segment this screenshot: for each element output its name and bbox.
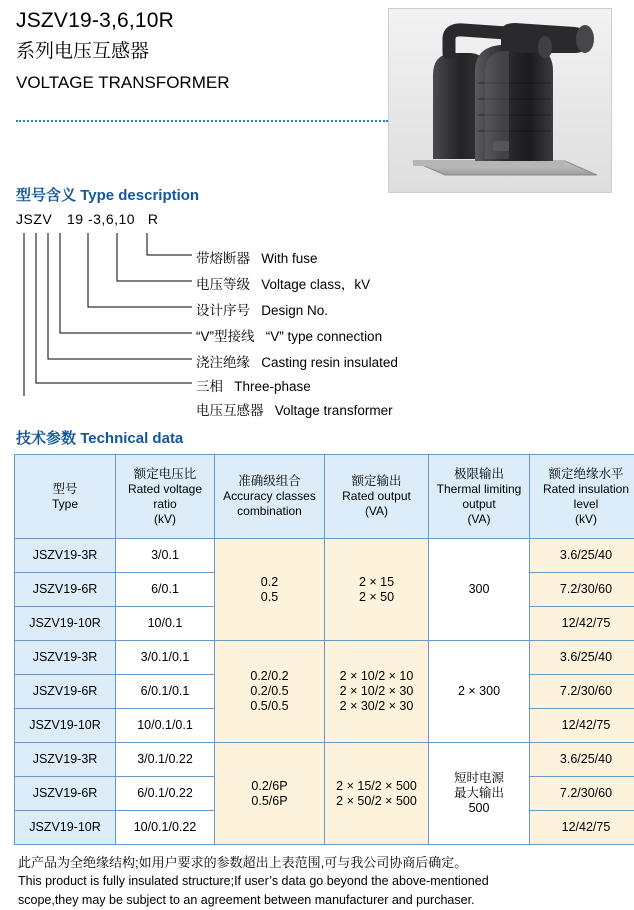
type-description-item-3-cn: “V”型接线 (196, 329, 255, 344)
cell-type: JSZV19-3R (15, 641, 116, 675)
cell-type: JSZV19-10R (15, 709, 116, 743)
section-heading-type-description-en: Type description (80, 187, 199, 204)
col-header-ratio-cn: 额定电压比 (117, 467, 213, 482)
type-code-part-2: -3,6,10 (88, 211, 135, 227)
page-title-series: 系列电压互感器 (16, 36, 396, 68)
type-description-item-4-cn: 浇注绝缘 (196, 355, 250, 370)
rated-output-value: 2 × 30/2 × 30 (326, 699, 427, 714)
cell-ratio: 6/0.1 (116, 573, 215, 607)
section-heading-technical-data-cn: 技术参数 (16, 430, 76, 447)
cell-accuracy-group (215, 641, 325, 743)
technical-data-table (14, 454, 634, 845)
col-header-rated-output-en: Rated output (326, 489, 427, 504)
cell-insulation: 12/42/75 (530, 811, 634, 845)
type-code-part-1: 19 (67, 211, 84, 227)
col-header-thermal-output (429, 455, 530, 539)
type-description-item-1-en: Voltage class，kV (261, 277, 370, 292)
type-description-item-3 (196, 325, 382, 345)
accuracy-value: 0.5 (216, 590, 323, 605)
cell-type: JSZV19-10R (15, 811, 116, 845)
col-header-thermal-output-cn: 极限输出 (430, 467, 528, 482)
col-header-ratio-en: Rated voltage ratio (117, 482, 213, 512)
cell-type: JSZV19-3R (15, 539, 116, 573)
cell-type: JSZV19-6R (15, 777, 116, 811)
cell-insulation: 7.2/30/60 (530, 573, 634, 607)
thermal-output-value: 300 (430, 582, 528, 597)
col-header-insulation-en: Rated insulation level (531, 482, 634, 512)
col-header-insulation (530, 455, 634, 539)
section-heading-technical-data (16, 427, 622, 448)
title-block (16, 6, 396, 98)
rated-output-value: 2 × 50 (326, 590, 427, 605)
cell-insulation: 3.6/25/40 (530, 539, 634, 573)
cell-ratio: 6/0.1/0.22 (116, 777, 215, 811)
col-header-type (15, 455, 116, 539)
col-header-ratio (116, 455, 215, 539)
cell-ratio: 3/0.1/0.22 (116, 743, 215, 777)
type-description-item-5 (196, 375, 311, 395)
accuracy-value: 0.2/6P (216, 779, 323, 794)
col-header-ratio-unit: (kV) (117, 512, 213, 527)
type-description-diagram (16, 211, 622, 401)
col-header-rated-output-cn: 额定输出 (326, 474, 427, 489)
cell-rated-output-group (325, 743, 429, 845)
rated-output-value: 2 × 10/2 × 10 (326, 669, 427, 684)
cell-type: JSZV19-6R (15, 573, 116, 607)
cell-ratio: 10/0.1/0.22 (116, 811, 215, 845)
footnote-cn: 此产品为全绝缘结构;如用户要求的参数超出上表范围,可与我公司协商后确定。 (18, 853, 618, 872)
page-header (12, 0, 622, 180)
cell-insulation: 12/42/75 (530, 607, 634, 641)
accuracy-value: 0.5/6P (216, 794, 323, 809)
col-header-accuracy (215, 455, 325, 539)
footnote-en-line2: scope,they may be subject to an agreement between manufacturer and purchaser. (18, 891, 618, 910)
cell-thermal-output-group (429, 743, 530, 845)
rated-output-value: 2 × 15 (326, 575, 427, 590)
page-title-model: JSZV19-3,6,10R (16, 6, 396, 36)
cell-ratio: 6/0.1/0.1 (116, 675, 215, 709)
rated-output-value: 2 × 10/2 × 30 (326, 684, 427, 699)
footnote-en-line1: This product is fully insulated structure;If user’s data go beyond the above-mentioned (18, 872, 618, 891)
table-row (15, 641, 634, 675)
table-row (15, 743, 634, 777)
col-header-accuracy-en: Accuracy classes combination (216, 489, 323, 519)
cell-type: JSZV19-3R (15, 743, 116, 777)
cell-rated-output-group (325, 539, 429, 641)
col-header-rated-output (325, 455, 429, 539)
cell-type: JSZV19-6R (15, 675, 116, 709)
col-header-thermal-output-en: Thermal limiting output (430, 482, 528, 512)
type-code-part-3: R (148, 211, 159, 227)
type-description-item-6-en: Voltage transformer (275, 403, 393, 418)
type-description-item-0 (196, 247, 318, 267)
cell-ratio: 3/0.1/0.1 (116, 641, 215, 675)
type-description-item-5-cn: 三相 (196, 379, 223, 394)
type-description-item-6 (196, 399, 393, 419)
cell-accuracy-group (215, 539, 325, 641)
technical-data-table-wrap (14, 454, 620, 845)
type-description-item-4-en: Casting resin insulated (261, 355, 398, 370)
table-row (15, 539, 634, 573)
cell-insulation: 3.6/25/40 (530, 743, 634, 777)
product-photo (388, 8, 612, 193)
col-header-thermal-output-unit: (VA) (430, 512, 528, 527)
cell-thermal-output-group (429, 539, 530, 641)
accuracy-value: 0.2/0.2 (216, 669, 323, 684)
rated-output-value: 2 × 50/2 × 500 (326, 794, 427, 809)
accuracy-value: 0.5/0.5 (216, 699, 323, 714)
cell-rated-output-group (325, 641, 429, 743)
rated-output-value: 2 × 15/2 × 500 (326, 779, 427, 794)
type-description-item-0-en: With fuse (261, 251, 317, 266)
cell-thermal-output-group (429, 641, 530, 743)
table-header-row (15, 455, 634, 539)
col-header-type-en: Type (16, 497, 114, 512)
thermal-output-note: 短时电源 (430, 771, 528, 786)
cell-type: JSZV19-10R (15, 607, 116, 641)
type-description-item-3-en: “V” type connection (266, 329, 382, 344)
cell-ratio: 10/0.1/0.1 (116, 709, 215, 743)
type-description-item-2 (196, 299, 328, 319)
col-header-insulation-unit: (kV) (531, 512, 634, 527)
cell-ratio: 3/0.1 (116, 539, 215, 573)
cell-insulation: 7.2/30/60 (530, 675, 634, 709)
section-heading-type-description-cn: 型号含义 (16, 187, 76, 204)
thermal-output-value: 2 × 300 (430, 684, 528, 699)
page-title-en: VOLTAGE TRANSFORMER (16, 68, 396, 98)
col-header-insulation-cn: 额定绝缘水平 (531, 467, 634, 482)
section-heading-technical-data-en: Technical data (80, 430, 183, 447)
accuracy-value: 0.2/0.5 (216, 684, 323, 699)
type-description-item-2-en: Design No. (261, 303, 328, 318)
col-header-rated-output-unit: (VA) (326, 504, 427, 519)
cell-insulation: 7.2/30/60 (530, 777, 634, 811)
type-description-item-1-cn: 电压等级 (196, 277, 250, 292)
col-header-type-cn: 型号 (16, 482, 114, 497)
type-description-item-4 (196, 351, 398, 371)
cell-insulation: 12/42/75 (530, 709, 634, 743)
type-description-item-5-en: Three-phase (234, 379, 311, 394)
thermal-output-value: 500 (430, 801, 528, 816)
type-description-item-0-cn: 带熔断器 (196, 251, 250, 266)
col-header-accuracy-cn: 准确级组合 (216, 474, 323, 489)
type-description-item-6-cn: 电压互感器 (196, 403, 264, 418)
product-photo-illustration (389, 9, 612, 193)
thermal-output-note: 最大输出 (430, 786, 528, 801)
type-description-item-2-cn: 设计序号 (196, 303, 250, 318)
cell-accuracy-group (215, 743, 325, 845)
type-description-item-1 (196, 273, 370, 293)
footnote (18, 853, 618, 910)
cell-insulation: 3.6/25/40 (530, 641, 634, 675)
dotted-divider (16, 120, 388, 122)
cell-ratio: 10/0.1 (116, 607, 215, 641)
accuracy-value: 0.2 (216, 575, 323, 590)
type-code-part-0: JSZV (16, 211, 52, 227)
